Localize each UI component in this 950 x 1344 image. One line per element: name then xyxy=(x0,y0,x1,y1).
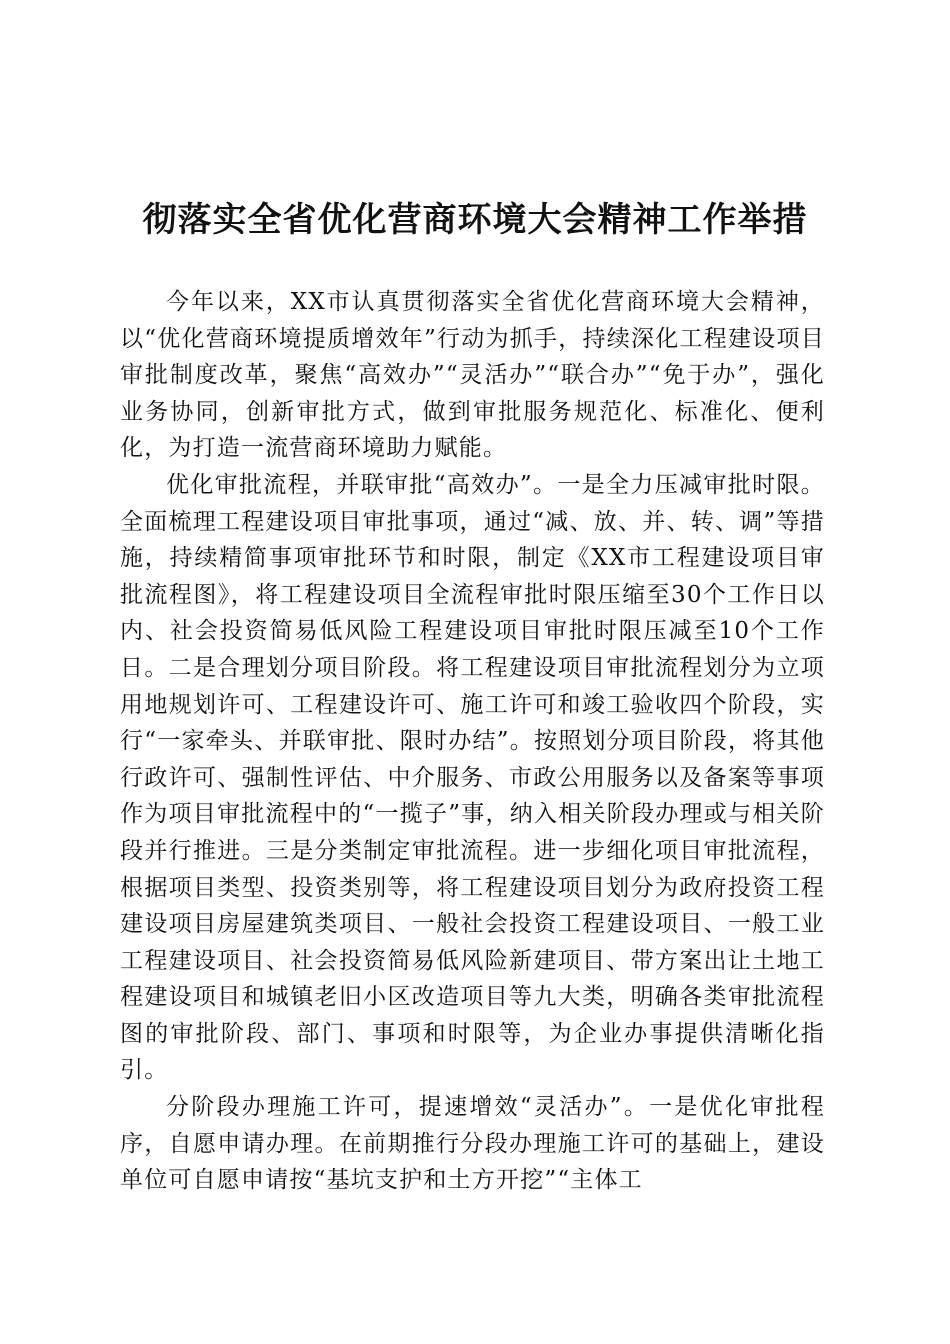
paragraph-construction-permit: 分阶段办理施工许可，提速增效“灵活办”。一是优化审批程序，自愿申请办理。在前期推行分段办理施工许可的基础上，建设单位可自愿申请按“基坑支护和土方开挖”“主体工 xyxy=(120,1094,825,1194)
paragraph-intro: 今年以来，XX市认真贯彻落实全省优化营商环境大会精神，以“优化营商环境提质增效年”行动为抓手，持续深化工程建设项目审批制度改革，聚焦“高效办”“灵活办”“联合办”“免于办”，强化业务协同，创新审批方式，做到审批服务规范化、标准化、便利化，为打造一流营商环境助力赋能。 xyxy=(120,289,825,462)
paragraph-approval-process: 优化审批流程，并联审批“高效办”。一是全力压减审批时限。全面梳理工程建设项目审批事项，通过“减、放、并、转、调”等措施，持续精简事项审批环节和时限，制定《XX市工程建设项目审批流程图》，将工程建设项目全流程审批时限压缩至30个工作日以内、社会投资简易低风险工程建设项目审批时限压减至10个工作日。二是合理划分项目阶段。将工程建设项目审批流程划分为立项用地规划许可、工程建设许可、施工许可和竣工验收四个阶段，实行“一家牵头、并联审批、限时办结”。按照划分项目阶段，将其他行政许可、强制性评估、中介服务、市政公用服务以及备案等事项作为项目审批流程中的“一揽子”事，纳入相关阶段办理或与相关阶段并行推进。三是分类制定审批流程。进一步细化项目审批流程，根据项目类型、投资类别等，将工程建设项目划分为政府投资工程建设项目房屋建筑类项目、一般社会投资工程建设项目、一般工业工程建设项目、社会投资简易低风险新建项目、带方案出让土地工程建设项目和城镇老旧小区改造项目等九大类，明确各类审批流程图的审批阶段、部门、事项和时限等，为企业办事提供清晰化指引。 xyxy=(120,471,825,1084)
document-title: 彻落实全省优化营商环境大会精神工作举措 xyxy=(142,200,808,240)
document-body xyxy=(120,284,825,1199)
